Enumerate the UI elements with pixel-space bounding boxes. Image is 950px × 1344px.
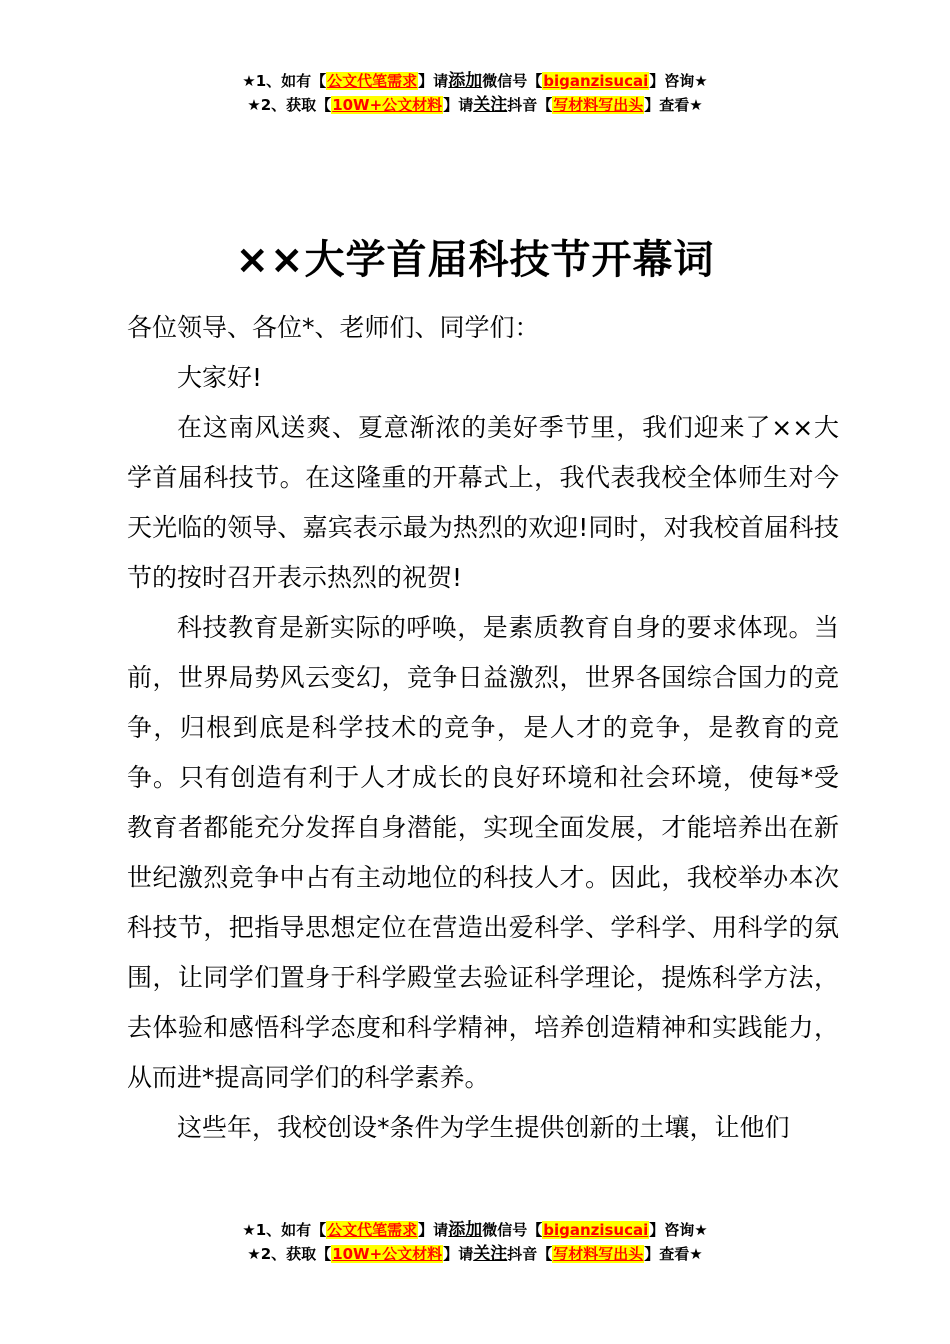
banner-text: 】请 (443, 1245, 474, 1263)
footer-banner (0, 1218, 950, 1266)
banner-text: 抖音【 (507, 96, 553, 114)
banner-text: ★2、获取【 (247, 96, 332, 114)
banner-text: 】请 (418, 1221, 449, 1239)
banner-emphasis: 添加 (448, 1220, 483, 1240)
paragraph: 在这南风送爽、夏意渐浓的美好季节里，我们迎来了××大学首届科技节。在这隆重的开幕式上，我代表我校全体师生对今天光临的领导、嘉宾表示最为热烈的欢迎!同时，对我校首届科技节的按时召开表示热烈的祝贺! (127, 413, 839, 592)
banner-text: 】请 (443, 96, 474, 114)
paragraph: 这些年，我校创设*条件为学生提供创新的土壤，让他们 (177, 1113, 790, 1142)
banner-text: 微信号【 (482, 72, 543, 90)
highlight-douyin-account: 写材料写出头 (553, 96, 644, 114)
highlight-ghostwriting: 公文代笔需求 (327, 1221, 418, 1239)
banner-text: 】咨询★ (649, 72, 708, 90)
highlight-materials: 10W+公文材料 (332, 1245, 443, 1263)
highlight-wechat-id: biganzisucai (543, 72, 649, 90)
header-banner (0, 69, 950, 117)
highlight-wechat-id: biganzisucai (543, 1221, 649, 1239)
paragraph: 科技教育是新实际的呼唤，是素质教育自身的要求体现。当前，世界局势风云变幻，竞争日益激烈，世界各国综合国力的竞争，归根到底是科学技术的竞争，是人才的竞争，是教育的竞争。只有创造有利于人才成长的良好环境和社会环境，使每*受教育者都能充分发挥自身潜能，实现全面发展，才能培养出在新世纪激烈竞争中占有主动地位的科技人才。因此，我校举办本次科技节，把指导思想定位在营造出爱科学、学科学、用科学的氛围，让同学们置身于科学殿堂去验证科学理论，提炼科学方法，去体验和感悟科学态度和科学精神，培养创造精神和实践能力，从而进*提高同学们的科学素养。 (127, 613, 839, 1092)
document-title: ××大学首届科技节开幕词 (235, 237, 715, 283)
banner-text: 】查看★ (644, 1245, 703, 1263)
banner-emphasis: 关注 (473, 1244, 508, 1264)
highlight-ghostwriting: 公文代笔需求 (327, 72, 418, 90)
banner-emphasis: 添加 (448, 71, 483, 91)
banner-line-2 (0, 93, 950, 117)
banner-text: 】请 (418, 72, 449, 90)
banner-text: 】查看★ (644, 96, 703, 114)
banner-text: ★2、获取【 (247, 1245, 332, 1263)
banner-emphasis: 关注 (473, 95, 508, 115)
highlight-materials: 10W+公文材料 (332, 96, 443, 114)
salutation: 各位领导、各位*、老师们、同学们： (127, 313, 540, 342)
document-body (127, 303, 839, 1153)
greeting: 大家好! (177, 363, 263, 392)
banner-text: 抖音【 (507, 1245, 553, 1263)
banner-text: ★1、如有【 (242, 1221, 327, 1239)
banner-line-1 (0, 69, 950, 93)
banner-line-1 (0, 1218, 950, 1242)
banner-line-2 (0, 1242, 950, 1266)
banner-text: ★1、如有【 (242, 72, 327, 90)
banner-text: 】咨询★ (649, 1221, 708, 1239)
banner-text: 微信号【 (482, 1221, 543, 1239)
highlight-douyin-account: 写材料写出头 (553, 1245, 644, 1263)
